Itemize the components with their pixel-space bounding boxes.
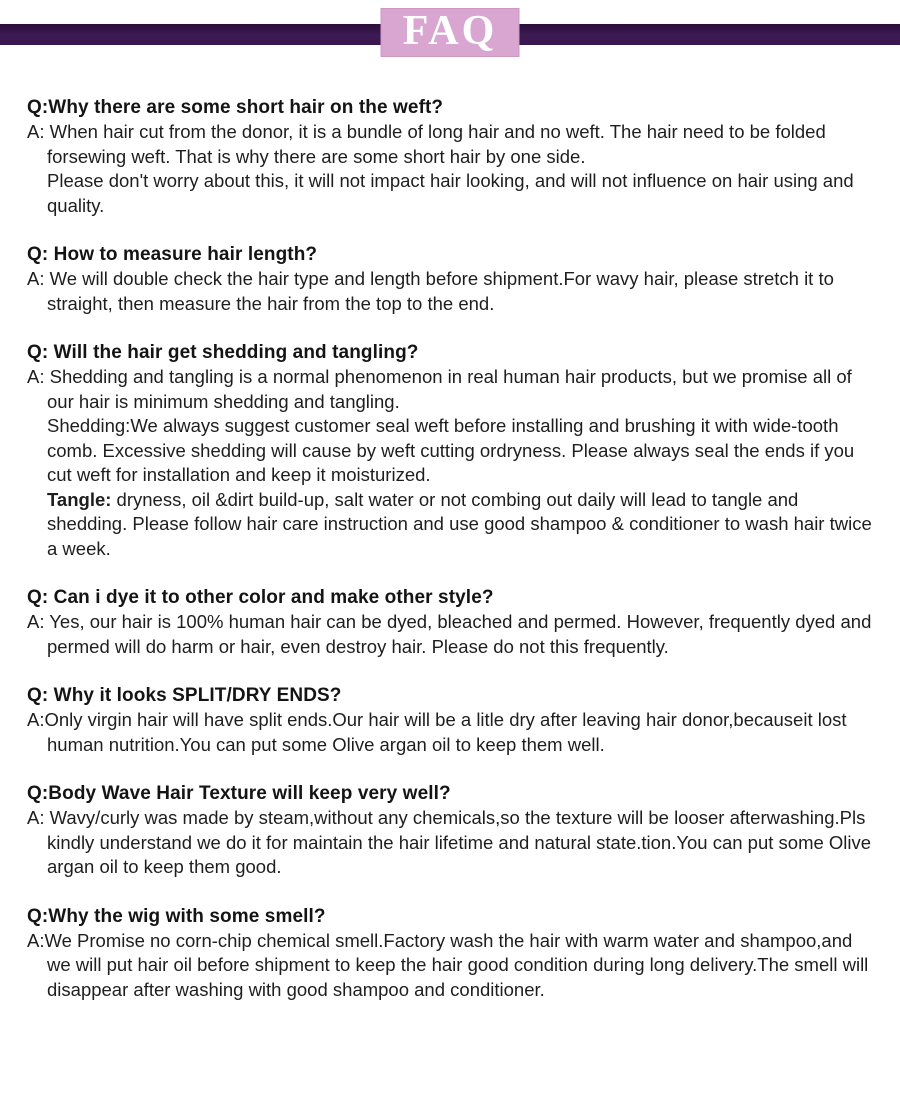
faq-banner-title: FAQ [402, 8, 498, 54]
faq-header [0, 0, 900, 57]
faq-list [0, 57, 900, 1002]
question-text: Q: Will the hair get shedding and tangling? [27, 342, 419, 363]
answer-text [27, 120, 875, 218]
question-text: Q: How to measure hair length? [27, 244, 318, 265]
answer-text [27, 267, 875, 316]
qa-block-dye-other-color [27, 585, 875, 659]
answer-text [27, 929, 875, 1003]
qa-block-split-dry-ends [27, 683, 875, 757]
qa-block-shedding-and-tangling [27, 340, 875, 561]
qa-block-body-wave-texture [27, 781, 875, 880]
answer-paragraph: A: When hair cut from the donor, it is a bundle of long hair and no weft. The hair need to be folded forsewing weft. That is why there are some short hair by one side. [27, 121, 826, 167]
answer-paragraph [47, 488, 875, 562]
answer-paragraph: Shedding:We always suggest customer seal weft before installing and brushing it with wide-tooth comb. Excessive shedding will cause by weft cutting ordryness. Please always seal the ends if you cut weft for installation and keep it moisturized. [47, 415, 855, 485]
question-text: Q: Can i dye it to other color and make other style? [27, 587, 494, 608]
answer-bold-prefix: Tangle: [47, 488, 112, 510]
qa-block-short-hair-on-weft [27, 95, 875, 218]
question-text: Q:Why the wig with some smell? [27, 905, 326, 927]
qa-block-measure-hair-length [27, 242, 875, 316]
answer-text [27, 708, 875, 757]
answer-paragraph: A: We will double check the hair type and length before shipment.For wavy hair, please stretch it to straight, then measure the hair from the top to the end. [27, 268, 834, 314]
answer-paragraph: A: Shedding and tangling is a normal phenomenon in real human hair products, but we promise all of our hair is minimum shedding and tangling. [27, 366, 852, 412]
answer-paragraph: A: Wavy/curly was made by steam,without any chemicals,so the texture will be looser afterwashing.Pls kindly understand we do it for maintain the hair lifetime and natural state.tion.You can put some Olive argan oil to keep them good. [27, 807, 872, 877]
answer-text [27, 610, 875, 659]
answer-paragraph-text: dryness, oil &dirt build-up, salt water or not combing out daily will lead to tangle and shedding. Please follow hair care instruction and use good shampoo & conditioner to wash hair twice a week. [47, 488, 872, 559]
answer-text [27, 806, 875, 880]
answer-text [27, 365, 875, 561]
qa-block-wig-smell [27, 904, 875, 1003]
answer-paragraph: A: Yes, our hair is 100% human hair can be dyed, bleached and permed. However, frequently dyed and permed will do harm or hair, even destroy hair. Please do not this frequently. [27, 611, 872, 657]
faq-banner [381, 8, 520, 57]
answer-paragraph: A:We Promise no corn-chip chemical smell.Factory wash the hair with warm water and shampoo,and we will put hair oil before shipment to keep the hair good condition during long delivery.The smell will disappear after washing with good shampoo and conditioner. [27, 929, 869, 1000]
answer-paragraph: Please don't worry about this, it will not impact hair looking, and will not influence on hair using and quality. [47, 170, 854, 216]
answer-paragraph: A:Only virgin hair will have split ends.Our hair will be a litle dry after leaving hair donor,becauseit lost human nutrition.You can put some Olive argan oil to keep them well. [27, 709, 847, 755]
question-text: Q:Why there are some short hair on the weft? [27, 97, 444, 118]
question-text: Q: Why it looks SPLIT/DRY ENDS? [27, 685, 342, 706]
question-text: Q:Body Wave Hair Texture will keep very well? [27, 783, 451, 804]
